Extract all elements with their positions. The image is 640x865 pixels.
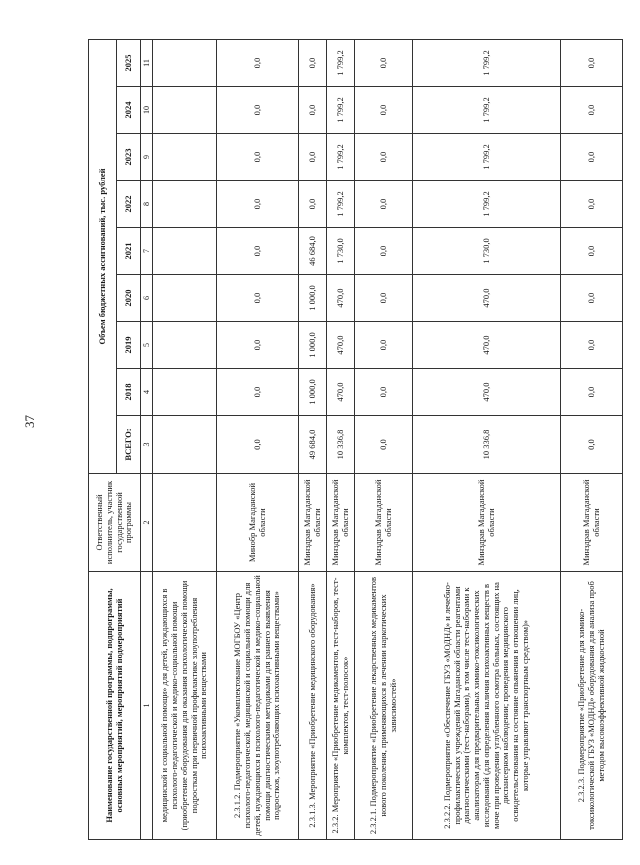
row-year-value: 1 799,2 — [413, 87, 561, 134]
row-total-value: 0,0 — [217, 416, 299, 474]
row-total-value: 10 336,8 — [327, 416, 355, 474]
row-year-value: 1 799,2 — [413, 39, 561, 86]
row-name: 2.3.2. Мероприятие «Приобретение медикаментов, тест-наборов, тест-комплектов, тест-полосок» — [327, 572, 355, 840]
row-year-value: 0,0 — [561, 87, 623, 134]
column-index: 10 — [141, 87, 153, 134]
row-year-value: 0,0 — [355, 369, 413, 416]
row-year-value: 1 799,2 — [413, 181, 561, 228]
row-total-value: 0,0 — [355, 416, 413, 474]
row-year-value: 1 799,2 — [327, 134, 355, 181]
row-year-value — [153, 275, 217, 322]
table-row — [413, 39, 561, 839]
row-year-value: 0,0 — [217, 369, 299, 416]
row-year-value: 470,0 — [413, 275, 561, 322]
row-executor: Минздрав Магаданской области — [561, 474, 623, 572]
header-funding: Объем бюджетных ассигнований, тыс. рублей — [89, 39, 117, 473]
row-year-value: 470,0 — [327, 275, 355, 322]
row-name: медицинской и социальной помощи» для детей, нуждающихся в психолого-педагогической и медико-социальной помощи (приобретение оборудования для оказания психологической помощи подросткам при первичной профилактике злоупотребления психоактивными веществами — [153, 572, 217, 840]
row-name: 2.3.2.1. Подмероприятие «Приобретение лекарственных медикаментов нового поколения, применяющихся в лечении наркотических зависимостей» — [355, 572, 413, 840]
column-index: 7 — [141, 228, 153, 275]
row-year-value: 0,0 — [299, 87, 327, 134]
column-index: 3 — [141, 416, 153, 474]
row-year-value: 1 799,2 — [413, 134, 561, 181]
column-index: 8 — [141, 181, 153, 228]
row-year-value: 0,0 — [217, 228, 299, 275]
row-year-value: 0,0 — [355, 134, 413, 181]
row-year-value: 0,0 — [217, 39, 299, 86]
row-total-value: 0,0 — [561, 416, 623, 474]
table-row — [217, 39, 299, 839]
row-year-value: 1 000,0 — [299, 369, 327, 416]
row-executor: Минздрав Магаданской области — [355, 474, 413, 572]
row-year-value — [153, 369, 217, 416]
row-name: 2.3.1.2. Подмероприятие «Укомплектование МОГБОУ «Центр психолого-педагогической, медицинской и социальной помощи для детей, нуждающихся в психолого-педагогической и медико-социальной помощи диагностическими методиками для раннего выявления подростков, злоупотребляющих психоактивными веществами» — [217, 572, 299, 840]
row-total-value: 49 684,0 — [299, 416, 327, 474]
row-year-value: 0,0 — [561, 322, 623, 369]
row-year-value: 0,0 — [561, 275, 623, 322]
header-program-name: Наименование государственной программы, подпрограммы, основных мероприятий, мероприятий подмероприятий — [89, 572, 141, 840]
row-year-value: 1 000,0 — [299, 275, 327, 322]
header-year: 2019 — [117, 322, 141, 369]
row-year-value: 0,0 — [217, 134, 299, 181]
row-year-value: 470,0 — [327, 322, 355, 369]
row-executor: Минздрав Магаданской области — [299, 474, 327, 572]
row-year-value: 1 799,2 — [327, 39, 355, 86]
column-index: 5 — [141, 322, 153, 369]
row-year-value: 0,0 — [561, 369, 623, 416]
header-executor: Ответственный исполнитель, участник государственной программы — [89, 474, 141, 572]
row-total-value — [153, 416, 217, 474]
table-row — [153, 39, 217, 839]
row-name: 2.3.2.2. Подмероприятие «Обеспечение ГБУЗ «МОДНД» и лечебно-профилактических учреждений Магаданской области реагентами диагностическими (тест-наборами), в том числе тест-наборами к анализаторам для предварительных химико-токсикологических исследований (для определения наличия психоактивных веществ в моче при проведении углубленного осмотра больных, состоящих на диспансерном наблюдении; проведения медицинского освидетельствования на состояние опьянения в отношении лиц, которые управляют транспортным средством)» — [413, 572, 561, 840]
row-year-value: 0,0 — [299, 134, 327, 181]
row-year-value: 0,0 — [299, 181, 327, 228]
table-row — [299, 39, 327, 839]
header-year: 2023 — [117, 134, 141, 181]
column-index: 1 — [141, 572, 153, 840]
row-year-value: 0,0 — [217, 322, 299, 369]
row-year-value: 0,0 — [561, 134, 623, 181]
table-row — [561, 39, 623, 839]
row-name: 2.3.1.3. Мероприятие «Приобретение медицинского оборудования» — [299, 572, 327, 840]
row-year-value: 0,0 — [355, 228, 413, 275]
row-year-value: 1 799,2 — [327, 181, 355, 228]
row-year-value: 470,0 — [327, 369, 355, 416]
column-index: 4 — [141, 369, 153, 416]
row-year-value: 0,0 — [561, 181, 623, 228]
table-row — [327, 39, 355, 839]
row-year-value: 46 684,0 — [299, 228, 327, 275]
row-year-value — [153, 181, 217, 228]
row-year-value — [153, 322, 217, 369]
row-year-value: 0,0 — [217, 87, 299, 134]
page-number: 37 — [22, 415, 37, 428]
row-year-value: 0,0 — [217, 181, 299, 228]
row-executor: Минздрав Магаданской области — [413, 474, 561, 572]
row-year-value — [153, 134, 217, 181]
row-year-value — [153, 228, 217, 275]
rotated-table-container — [88, 40, 608, 840]
row-executor: Минздрав Магаданской области — [327, 474, 355, 572]
column-index: 11 — [141, 39, 153, 86]
header-year: 2025 — [117, 39, 141, 86]
budget-table — [88, 39, 623, 840]
header-year: 2020 — [117, 275, 141, 322]
row-year-value: 1 730,0 — [327, 228, 355, 275]
row-name: 2.3.2.3. Подмероприятие «Приобретение для химико-токсикологической ГБУЗ «МОДНД» оборудования для анализа проб методом высокоэффективной жидкостной — [561, 572, 623, 840]
row-year-value: 1 000,0 — [299, 322, 327, 369]
row-year-value: 0,0 — [561, 39, 623, 86]
header-year: 2018 — [117, 369, 141, 416]
header-year: 2024 — [117, 87, 141, 134]
row-executor: Минобр Магаданской области — [217, 474, 299, 572]
column-index: 9 — [141, 134, 153, 181]
row-year-value: 0,0 — [217, 275, 299, 322]
column-index: 2 — [141, 474, 153, 572]
row-year-value: 0,0 — [299, 39, 327, 86]
row-year-value: 0,0 — [561, 228, 623, 275]
column-index: 6 — [141, 275, 153, 322]
row-year-value: 0,0 — [355, 87, 413, 134]
table-row — [355, 39, 413, 839]
row-year-value: 0,0 — [355, 181, 413, 228]
row-year-value — [153, 39, 217, 86]
row-total-value: 10 336,8 — [413, 416, 561, 474]
row-year-value: 1 799,2 — [327, 87, 355, 134]
header-total: ВСЕГО: — [117, 416, 141, 474]
row-year-value — [153, 87, 217, 134]
table-body — [153, 39, 623, 839]
row-year-value: 0,0 — [355, 322, 413, 369]
row-year-value: 0,0 — [355, 275, 413, 322]
header-year: 2021 — [117, 228, 141, 275]
row-year-value: 1 730,0 — [413, 228, 561, 275]
row-year-value: 0,0 — [355, 39, 413, 86]
row-year-value: 470,0 — [413, 322, 561, 369]
row-executor — [153, 474, 217, 572]
row-year-value: 470,0 — [413, 369, 561, 416]
header-year: 2022 — [117, 181, 141, 228]
